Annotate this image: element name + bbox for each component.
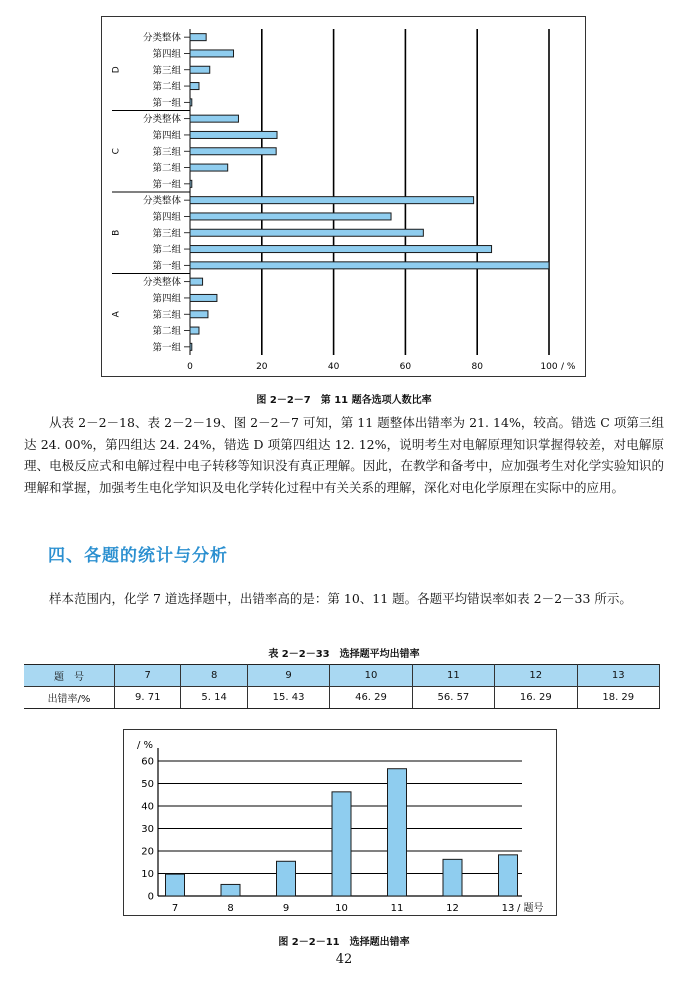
- y-tick-label: 60: [141, 756, 154, 768]
- table-caption: 表 2－2－33 选择题平均出错率: [268, 649, 420, 660]
- category-label: 第一组: [152, 260, 181, 272]
- y-tick-label: 50: [141, 779, 154, 790]
- category-label: 第四组: [152, 293, 181, 305]
- table-cell: 15. 43: [247, 687, 329, 709]
- bar: [190, 180, 192, 187]
- category-label: 第二组: [152, 81, 181, 93]
- bar: [190, 83, 199, 90]
- x-tick-label: 11: [390, 903, 404, 914]
- bar: [190, 115, 238, 122]
- table-cell: 18. 29: [577, 687, 660, 709]
- x-tick-label: 60: [399, 362, 412, 372]
- table-header-cell: 11: [412, 665, 494, 687]
- category-label: 第二组: [152, 326, 181, 338]
- figure-2-2-11-box: [123, 729, 557, 916]
- bar: [190, 311, 208, 318]
- group-label: C: [111, 148, 122, 155]
- category-label: 第三组: [152, 146, 181, 158]
- x-tick-label: 8: [227, 903, 234, 914]
- option-ratio-chart: [102, 17, 585, 376]
- bar: [443, 859, 462, 896]
- category-label: 分类整体: [142, 32, 181, 44]
- page-number: 42: [335, 952, 353, 967]
- bar: [221, 884, 240, 896]
- bar: [332, 792, 351, 896]
- bar: [190, 343, 192, 350]
- table-cell: 5. 14: [181, 687, 247, 709]
- bar: [190, 131, 277, 138]
- table-header-cell: 8: [181, 665, 247, 687]
- group-label: D: [111, 66, 122, 74]
- analysis-paragraph: [24, 412, 664, 498]
- x-tick-label: 12: [446, 903, 459, 914]
- bar: [190, 34, 206, 41]
- category-label: 第四组: [152, 48, 181, 60]
- table-header-cell: 9: [247, 665, 329, 687]
- x-tick-label: 0: [187, 362, 193, 372]
- y-tick-label: 10: [141, 869, 154, 880]
- table-row: [24, 687, 660, 709]
- intro-paragraph-text: 样本范围内，化学 7 道选择题中，出错率高的是：第 10、11 题。各题平均错误率如表 2－2－33 所示。: [49, 591, 632, 606]
- bar: [277, 861, 296, 896]
- bar: [190, 262, 549, 269]
- category-label: 第一组: [152, 342, 181, 354]
- bar: [190, 294, 217, 301]
- category-label: 第一组: [152, 179, 181, 191]
- bar: [190, 229, 423, 236]
- bar: [190, 148, 276, 155]
- bar: [499, 855, 518, 896]
- y-axis-unit: / %: [137, 740, 154, 751]
- table-header-cell: 10: [330, 665, 412, 687]
- table-cell: 46. 29: [330, 687, 412, 709]
- figure-2-2-7-caption: 图 2－2－7 第 11 题各选项人数比率: [256, 395, 432, 406]
- table-cell: 9. 71: [115, 687, 181, 709]
- bar: [190, 197, 474, 204]
- bar: [388, 769, 407, 896]
- x-tick-label: 40: [327, 362, 340, 372]
- category-label: 第三组: [152, 65, 181, 77]
- group-label: A: [111, 311, 122, 318]
- table-header-cell: 13: [577, 665, 660, 687]
- bar: [190, 66, 210, 73]
- bar: [166, 874, 185, 896]
- bar: [190, 213, 391, 220]
- group-label: B: [111, 229, 122, 236]
- error-rate-table: [24, 664, 660, 709]
- table-row-label: 出错率/%: [24, 687, 115, 709]
- x-tick-label: 20: [256, 362, 268, 372]
- bar: [190, 50, 234, 57]
- category-label: 第二组: [152, 244, 181, 256]
- category-label: 分类整体: [142, 195, 181, 207]
- category-label: 第一组: [152, 97, 181, 109]
- bar: [190, 99, 192, 106]
- analysis-paragraph-text: 从表 2－2－18、表 2－2－19、图 2－2－7 可知，第 11 题整体出错率为 21. 14%，较高。错选 C 项第三组达 24. 00%，第四组达 24. 24%，错选 D 项第四组达 12. 12%，说明考生对电解原理知识掌握得较差，对电解原理、电极反应式和电解过程中电子转移等知识没有真正理解。因此，在教学和备考中，应加强考生对化学实验知识的理解和掌握，加强考生电化学知识及电化学转化过程中有关关系的理解，深化对电化学原理在实际中的应用。: [24, 415, 664, 495]
- table-header-row: [24, 665, 660, 687]
- category-label: 分类整体: [142, 277, 181, 289]
- table-cell: 16. 29: [495, 687, 577, 709]
- category-label: 第三组: [152, 228, 181, 240]
- x-tick-label: 100: [540, 362, 558, 372]
- x-tick-label: 13: [501, 903, 515, 914]
- x-axis-unit: / %: [561, 362, 576, 372]
- category-label: 第三组: [152, 309, 181, 321]
- x-axis-unit: / 题号: [517, 903, 544, 914]
- bar: [190, 246, 492, 253]
- section-heading: 四、各题的统计与分析: [48, 546, 228, 566]
- bar: [190, 278, 203, 285]
- bar: [190, 327, 199, 334]
- figure-2-2-7-box: [101, 16, 586, 377]
- x-tick-label: 7: [171, 903, 179, 914]
- category-label: 分类整体: [142, 114, 181, 126]
- category-label: 第二组: [152, 163, 181, 175]
- table-header-label: 题 号: [24, 665, 115, 687]
- x-tick-label: 10: [335, 903, 348, 914]
- table-header-cell: 7: [115, 665, 181, 687]
- table-cell: 56. 57: [412, 687, 494, 709]
- table-header-cell: 12: [495, 665, 577, 687]
- intro-paragraph: [24, 588, 664, 610]
- y-tick-label: 20: [141, 846, 154, 858]
- y-tick-label: 40: [141, 801, 154, 813]
- figure-2-2-11-caption: 图 2－2－11 选择题出错率: [278, 937, 410, 948]
- error-rate-chart: [124, 730, 556, 915]
- category-label: 第四组: [152, 130, 181, 142]
- y-tick-label: 30: [141, 824, 154, 835]
- x-tick-label: 9: [282, 903, 290, 914]
- x-tick-label: 80: [471, 362, 483, 372]
- category-label: 第四组: [152, 211, 181, 223]
- y-tick-label: 0: [147, 891, 154, 903]
- bar: [190, 164, 228, 171]
